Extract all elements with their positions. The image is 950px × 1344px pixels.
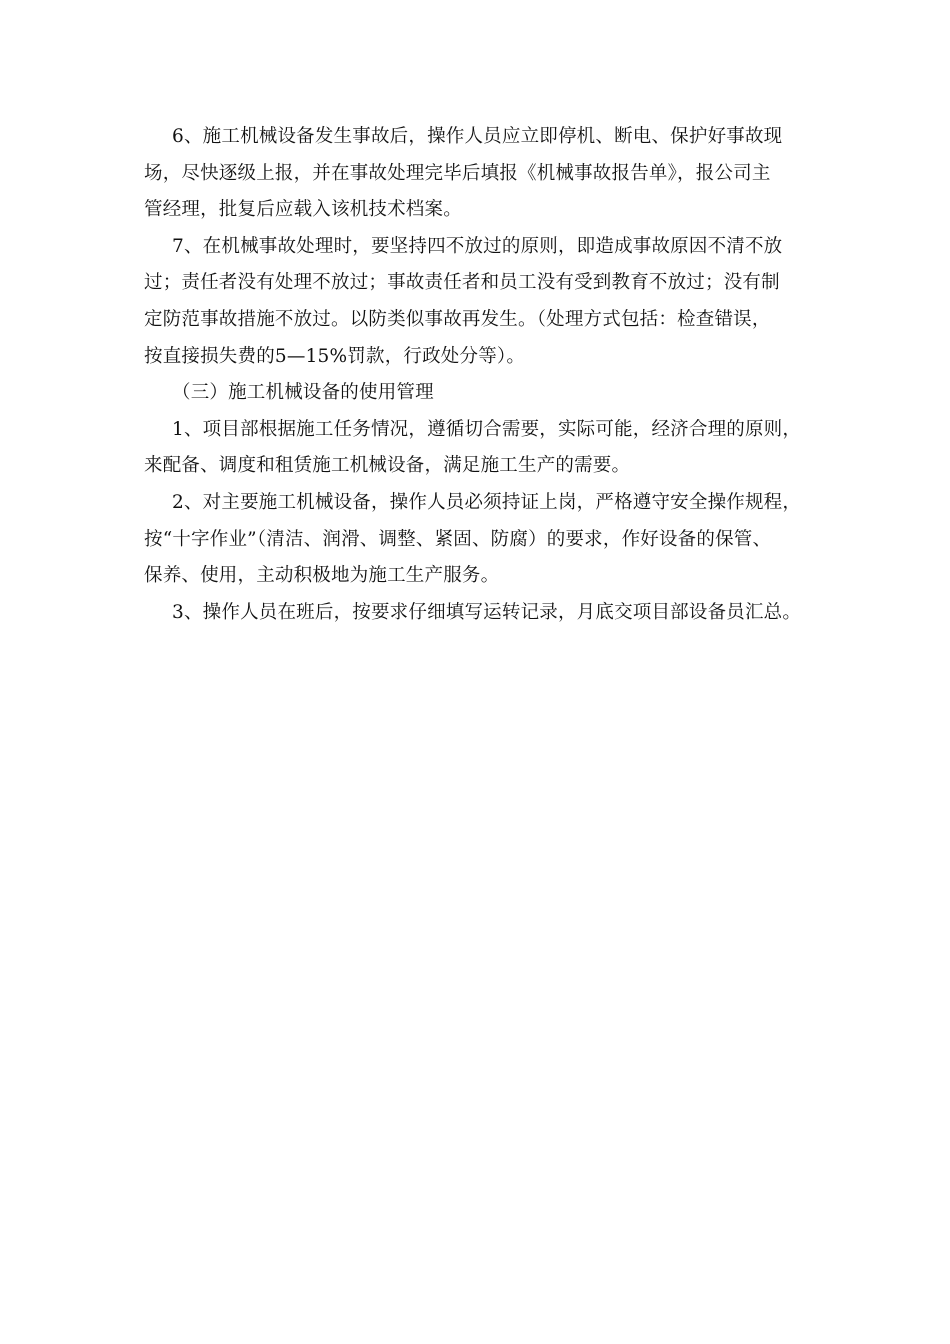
text-line: 6、施工机械设备发生事故后，操作人员应立即停机、断电、保护好事故现	[172, 126, 783, 147]
text-line: 1、项目部根据施工任务情况，遵循切合需要，实际可能，经济合理的原则，	[172, 418, 802, 440]
text-line: 3、操作人员在班后，按要求仔细填写运转记录，月底交项目部设备员汇总。	[172, 601, 802, 623]
text-line: 定防范事故措施不放过。以防类似事故再发生。（处理方式包括：检查错误，	[144, 308, 771, 330]
text-line: 来配备、调度和租赁施工机械设备，满足施工生产的需要。	[144, 455, 631, 477]
paragraph-operator-certification	[144, 485, 812, 595]
text-line: 过；责任者没有处理不放过；事故责任者和员工没有受到教育不放过；没有制	[144, 272, 780, 294]
text-line: 管经理，批复后应载入该机技术档案。	[144, 199, 462, 221]
paragraph-equipment-allocation	[144, 412, 812, 485]
section-heading-usage-management	[144, 375, 812, 412]
paragraph-accident-reporting	[144, 119, 812, 229]
text-line: 按“十字作业”（清洁、润滑、调整、紧固、防腐）的要求，作好设备的保管、	[144, 528, 772, 550]
text-line: 场，尽快逐级上报，并在事故处理完毕后填报《机械事故报告单》，报公司主	[144, 162, 771, 184]
paragraph-four-no-release-principle	[144, 229, 812, 375]
text-line: 7、在机械事故处理时，要坚持四不放过的原则，即造成事故原因不清不放	[172, 235, 783, 257]
text-line: 保养、使用，主动积极地为施工生产服务。	[144, 565, 500, 587]
paragraph-operation-records	[144, 595, 812, 632]
text-line: 按直接损失费的5—15%罚款，行政处分等）。	[144, 345, 526, 367]
text-line: 2、对主要施工机械设备，操作人员必须持证上岗，严格遵守安全操作规程，	[172, 491, 802, 513]
text-line: （三）施工机械设备的使用管理	[172, 382, 434, 404]
document-body	[144, 119, 812, 631]
